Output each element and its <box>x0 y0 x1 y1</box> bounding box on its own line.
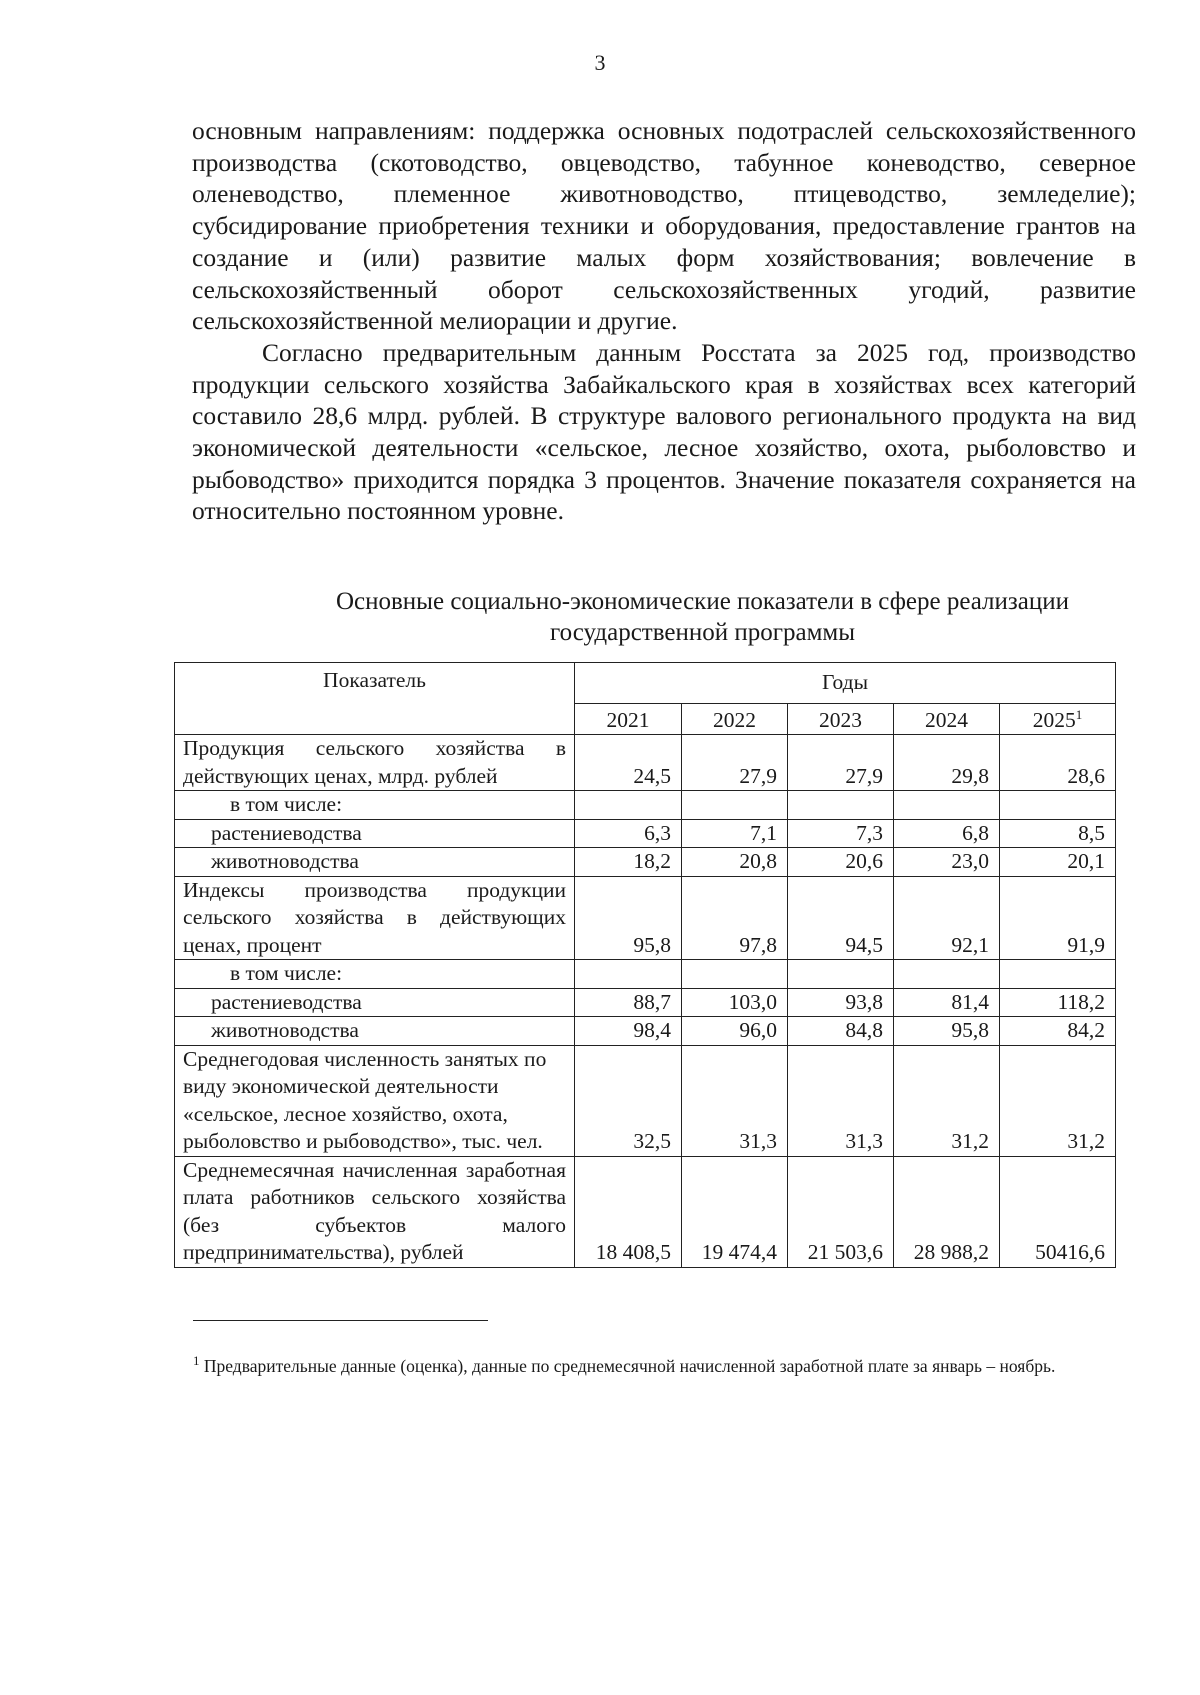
header-years: Годы <box>575 663 1116 704</box>
footnote-separator <box>193 1320 488 1321</box>
value-cell: 91,9 <box>1000 876 1116 960</box>
paragraph-rosstat: Согласно предварительным данным Росстата за 2025 год, производство продукции сельского хозяйства Забайкальского края в хозяйствах всех категорий составило 28,6 млрд. рублей. В структуре валового регионального продукта на вид экономической деятельности «сельское, лесное хозяйство, охота, рыболовство и рыбоводство» приходится порядка 3 процентов. Значение показателя сохраняется на относительно постоянном уровне. <box>192 337 1136 526</box>
indicator-label: Среднемесячная начисленная заработная плата работников сельского хозяйства (без субъектов малого предпринимательства), рублей <box>175 1156 575 1267</box>
table-header-row <box>175 663 1116 704</box>
page-number: 3 <box>594 50 606 75</box>
value-cell <box>575 960 682 989</box>
indicator-label: Продукция сельского хозяйства в действующих ценах, млрд. рублей <box>175 735 575 791</box>
table-row <box>175 876 1116 960</box>
footnote-mark: 1 <box>1075 706 1083 722</box>
table-row <box>175 819 1116 848</box>
value-cell: 95,8 <box>894 1017 1000 1046</box>
value-cell <box>1000 791 1116 820</box>
value-cell: 81,4 <box>894 988 1000 1017</box>
value-cell: 96,0 <box>682 1017 788 1046</box>
value-cell: 50416,6 <box>1000 1156 1116 1267</box>
footnote-mark: 1 <box>193 1353 200 1369</box>
value-cell <box>682 791 788 820</box>
table-row <box>175 735 1116 791</box>
value-cell: 28 988,2 <box>894 1156 1000 1267</box>
header-indicator: Показатель <box>175 663 575 735</box>
table-body <box>175 735 1116 1268</box>
value-cell: 84,2 <box>1000 1017 1116 1046</box>
indicators-table <box>174 662 1116 1268</box>
value-cell: 118,2 <box>1000 988 1116 1017</box>
value-cell: 6,3 <box>575 819 682 848</box>
value-cell <box>788 960 894 989</box>
value-cell: 31,3 <box>682 1045 788 1156</box>
value-cell: 29,8 <box>894 735 1000 791</box>
value-cell: 20,1 <box>1000 848 1116 877</box>
year-cell: 2022 <box>682 704 788 735</box>
value-cell <box>788 791 894 820</box>
value-cell: 24,5 <box>575 735 682 791</box>
table-row <box>175 960 1116 989</box>
indicator-label: Индексы производства продукции сельского хозяйства в действующих ценах, процент <box>175 876 575 960</box>
value-cell: 31,3 <box>788 1045 894 1156</box>
year-cell: 2024 <box>894 704 1000 735</box>
year-label: 2025 <box>1032 707 1076 732</box>
value-cell: 98,4 <box>575 1017 682 1046</box>
footnote <box>193 1354 1133 1378</box>
value-cell: 7,3 <box>788 819 894 848</box>
value-cell: 94,5 <box>788 876 894 960</box>
indicator-label: Среднегодовая численность занятых по виду экономической деятельности «сельское, лесное хозяйство, охота, рыболовство и рыбоводство», тыс. чел. <box>175 1045 575 1156</box>
value-cell: 28,6 <box>1000 735 1116 791</box>
value-cell: 95,8 <box>575 876 682 960</box>
value-cell: 92,1 <box>894 876 1000 960</box>
indicator-label: животноводства <box>175 848 575 877</box>
value-cell: 20,6 <box>788 848 894 877</box>
indicator-label: животноводства <box>175 1017 575 1046</box>
indicator-label: растениеводства <box>175 988 575 1017</box>
value-cell: 18 408,5 <box>575 1156 682 1267</box>
value-cell <box>1000 960 1116 989</box>
table-row <box>175 1045 1116 1156</box>
value-cell: 27,9 <box>788 735 894 791</box>
value-cell: 88,7 <box>575 988 682 1017</box>
table-caption: Основные социально-экономические показатели в сфере реализации государственной программы <box>335 588 1070 646</box>
value-cell: 93,8 <box>788 988 894 1017</box>
paragraph-continuation: основным направлениям: поддержка основных подотраслей сельскохозяйственного производства (скотоводство, овцеводство, табунное коневодство, северное оленеводство, племенное животноводство, птицеводство, земледелие); субсидирование приобретения техники и оборудования, предоставление грантов на создание и (или) развитие малых форм хозяйствования; вовлечение в сельскохозяйственный оборот сельскохозяйственных угодий, развитие сельскохозяйственной мелиорации и другие. <box>192 116 1136 336</box>
year-cell: 2021 <box>575 704 682 735</box>
value-cell: 32,5 <box>575 1045 682 1156</box>
value-cell: 6,8 <box>894 819 1000 848</box>
indicator-label: в том числе: <box>175 960 575 989</box>
value-cell: 18,2 <box>575 848 682 877</box>
table-row <box>175 988 1116 1017</box>
value-cell: 7,1 <box>682 819 788 848</box>
table-row <box>175 848 1116 877</box>
value-cell: 19 474,4 <box>682 1156 788 1267</box>
value-cell <box>575 791 682 820</box>
value-cell <box>894 960 1000 989</box>
value-cell: 31,2 <box>894 1045 1000 1156</box>
year-cell: 2023 <box>788 704 894 735</box>
table-row <box>175 1156 1116 1267</box>
value-cell <box>894 791 1000 820</box>
value-cell: 84,8 <box>788 1017 894 1046</box>
value-cell: 103,0 <box>682 988 788 1017</box>
value-cell: 8,5 <box>1000 819 1116 848</box>
value-cell: 27,9 <box>682 735 788 791</box>
indicator-label: растениеводства <box>175 819 575 848</box>
body-text <box>192 115 1136 527</box>
value-cell <box>682 960 788 989</box>
value-cell: 97,8 <box>682 876 788 960</box>
value-cell: 31,2 <box>1000 1045 1116 1156</box>
value-cell: 23,0 <box>894 848 1000 877</box>
footnote-text: Предварительные данные (оценка), данные по среднемесячной начисленной заработной плате за январь – ноябрь. <box>203 1356 1056 1376</box>
table-row <box>175 1017 1116 1046</box>
year-cell-footnoted <box>1000 704 1116 735</box>
value-cell: 21 503,6 <box>788 1156 894 1267</box>
indicator-label: в том числе: <box>175 791 575 820</box>
table-row <box>175 791 1116 820</box>
value-cell: 20,8 <box>682 848 788 877</box>
